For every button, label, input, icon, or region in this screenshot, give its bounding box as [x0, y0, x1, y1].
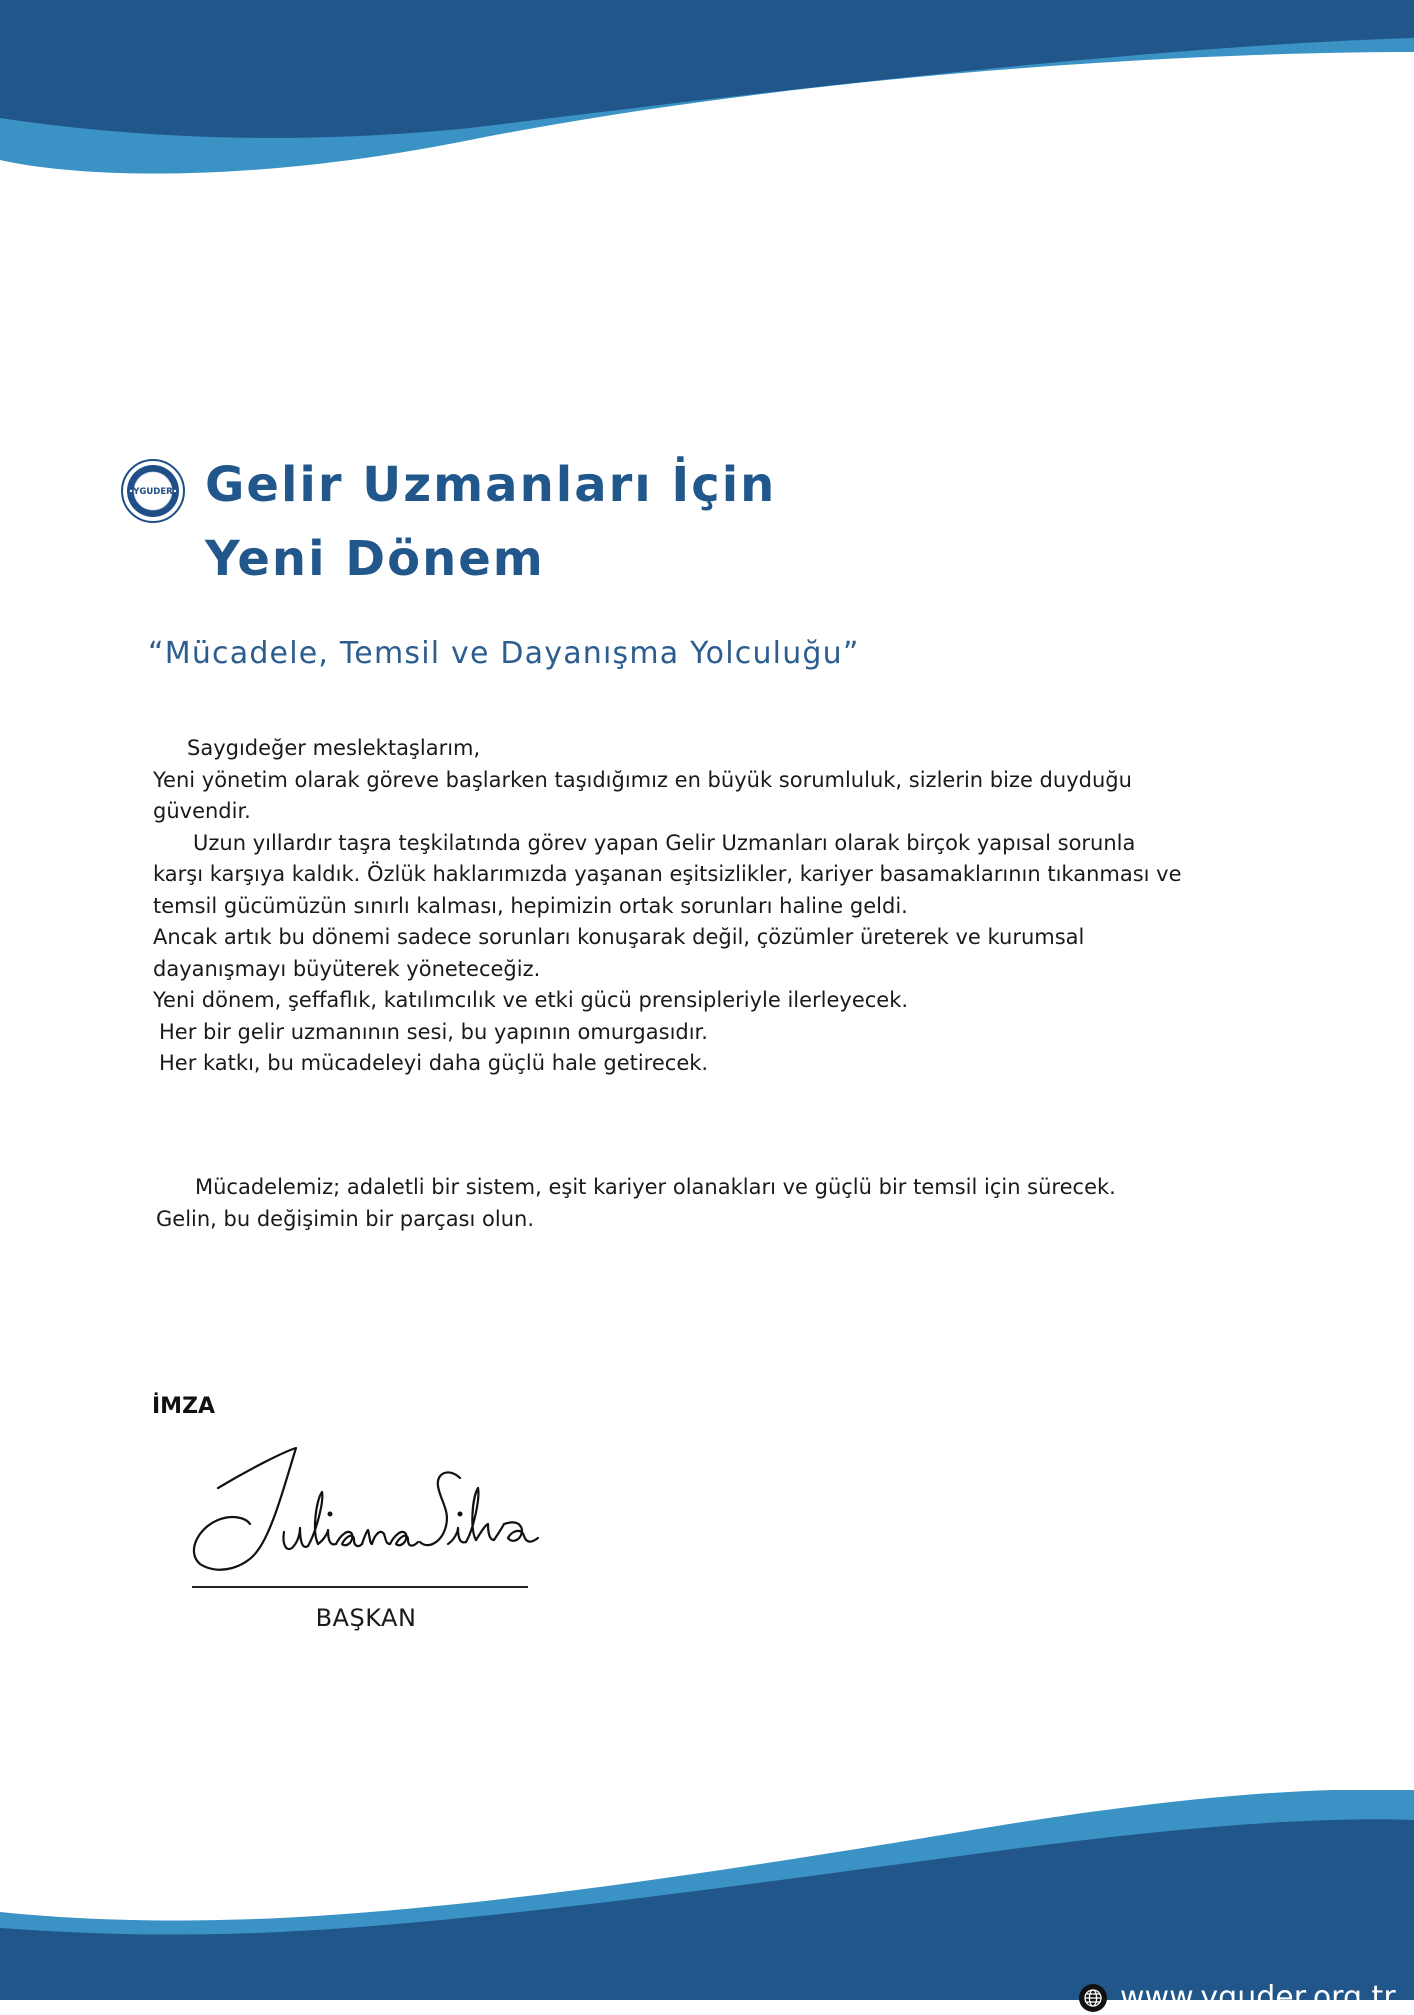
signature-label: İMZA	[152, 1394, 216, 1419]
letter-body	[153, 733, 1283, 1080]
closing-line: Mücadelemiz; adaletli bir sistem, eşit kariyer olanakları ve güçlü bir temsil için sürecek.	[195, 1175, 1116, 1199]
letter-line: Ancak artık bu dönemi sadece sorunları konuşarak değil, çözümler üreterek ve kurumsal	[153, 925, 1085, 949]
website-link[interactable]	[1078, 1980, 1396, 2015]
logo-text: YGUDER	[133, 487, 173, 497]
letter-line: Uzun yıllardır taşra teşkilatında görev yapan Gelir Uzmanları olarak birçok yapısal sorunla	[193, 830, 1136, 855]
title-line-2: Yeni Dönem	[205, 531, 545, 587]
letter-line: güvendir.	[153, 799, 251, 823]
title-line-1: Gelir Uzmanları İçin	[205, 457, 777, 513]
letter-line: karşı karşıya kaldık. Özlük haklarımızda yaşanan eşitsizlikler, kariyer basamaklarının tıkanması ve	[153, 862, 1182, 886]
page-title	[205, 448, 776, 596]
globe-icon	[1078, 1983, 1108, 2013]
website-url[interactable]: www.yguder.org.tr	[1120, 1980, 1396, 2015]
closing-line: Gelin, bu değişimin bir parçası olun.	[156, 1206, 534, 1231]
signature-line	[192, 1586, 528, 1588]
letter-line: dayanışmayı büyüterek yöneteceğiz.	[153, 956, 541, 981]
subtitle-quote: “Mücadele, Temsil ve Dayanışma Yolculuğu”	[148, 636, 860, 671]
bottom-wave-decoration	[0, 1790, 1414, 2000]
signer-role: BAŞKAN	[315, 1604, 417, 1632]
letter-line: temsil gücümüzün sınırlı kalması, hepimizin ortak sorunları haline geldi.	[153, 893, 908, 918]
yguder-logo	[121, 459, 185, 523]
letter-line: Saygıdeğer meslektaşlarım,	[187, 736, 481, 760]
letter-line: Her katkı, bu mücadeleyi daha güçlü hale getirecek.	[159, 1051, 709, 1075]
letter-line: Yeni yönetim olarak göreve başlarken taşıdığımız en büyük sorumluluk, sizlerin bize duyduğu	[153, 767, 1132, 792]
handwritten-signature	[188, 1440, 548, 1580]
letter-line: Her bir gelir uzmanının sesi, bu yapının omurgasıdır.	[159, 1019, 708, 1044]
top-wave-decoration	[0, 0, 1414, 190]
letter-closing	[153, 1172, 1283, 1235]
letter-line: Yeni dönem, şeffaflık, katılımcılık ve etki gücü prensipleriyle ilerleyecek.	[153, 988, 909, 1012]
